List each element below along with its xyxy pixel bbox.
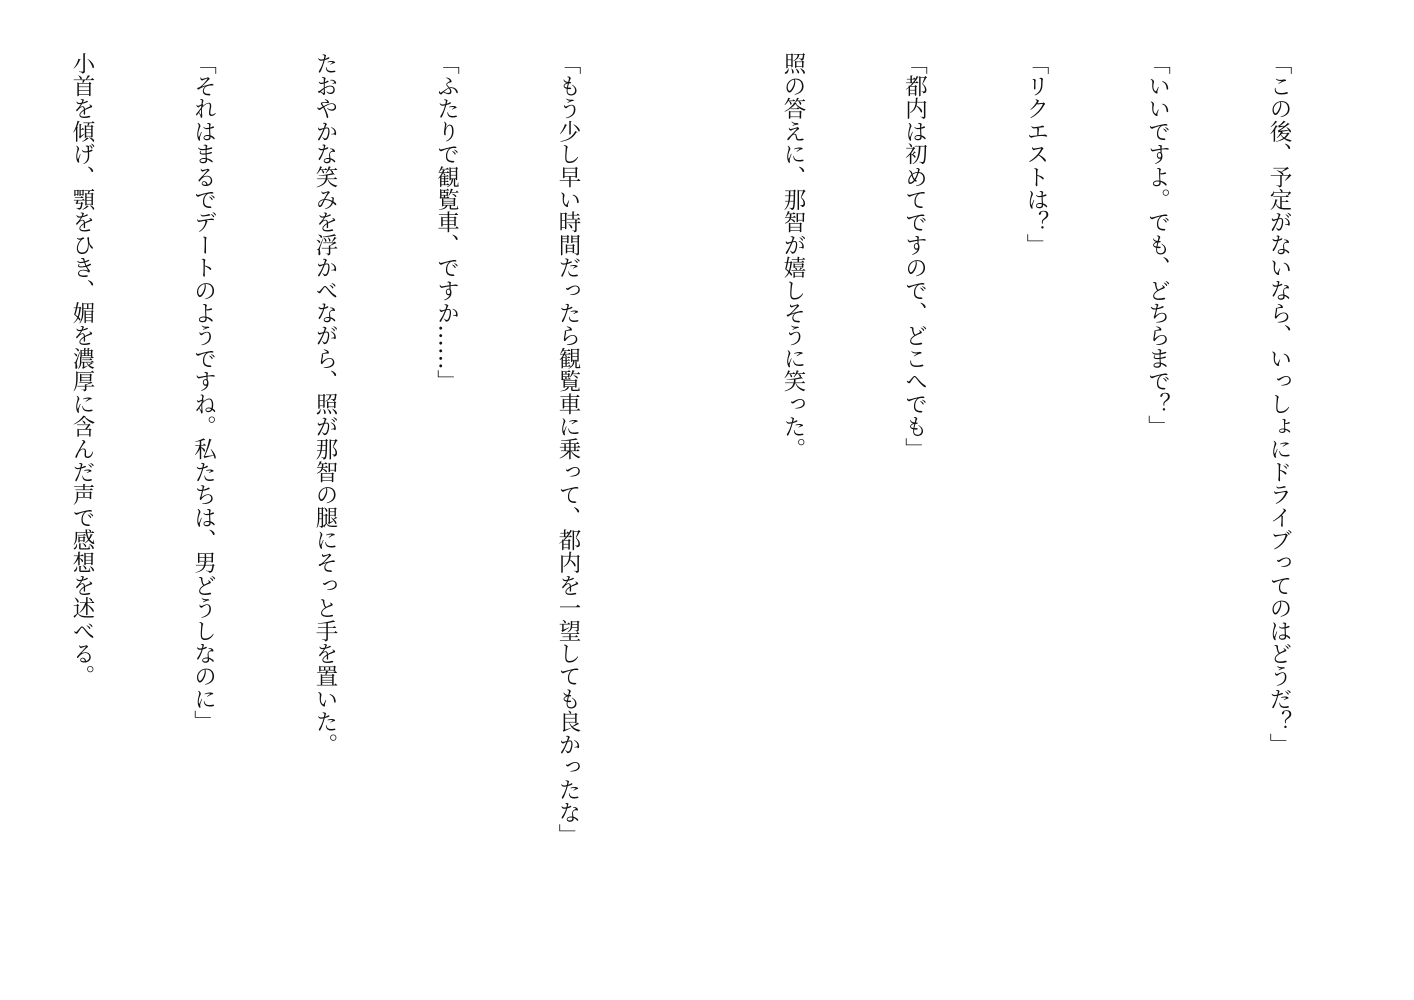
text-line: 小首を傾げ、顎をひき、媚を濃厚に含んだ声で感想を述べる。 [69,52,95,688]
text-line: 「リクエストは？」 [1023,52,1049,257]
text-line: たおやかな笑みを浮かべながら、照が那智の腿にそっと手を置いた。 [312,52,338,756]
left-page-text [0,52,669,972]
text-line: 「もう少し早い時間だったら観覧車に乗って、都内を一望しても良かったな」 [555,52,581,847]
text-line: 「それはまるでデートのようですね。私たちは、男どうしなのに」 [190,52,217,733]
text-line: 「この後、予定がないなら、いっしょにドライブってのはどうだ？」 [1266,52,1292,756]
text-line: 「いいですよ。でも、どちらまで？」 [1144,52,1171,438]
text-line: 「都内は初めてですので、どこへでも」 [901,52,928,461]
text-line: 「ふたりで観覧車、ですか……」 [433,52,460,393]
text-line: 照の答えに、那智が嬉しそうに笑った。 [780,52,806,461]
right-page-text [707,52,1380,972]
right-page [707,0,1414,1000]
